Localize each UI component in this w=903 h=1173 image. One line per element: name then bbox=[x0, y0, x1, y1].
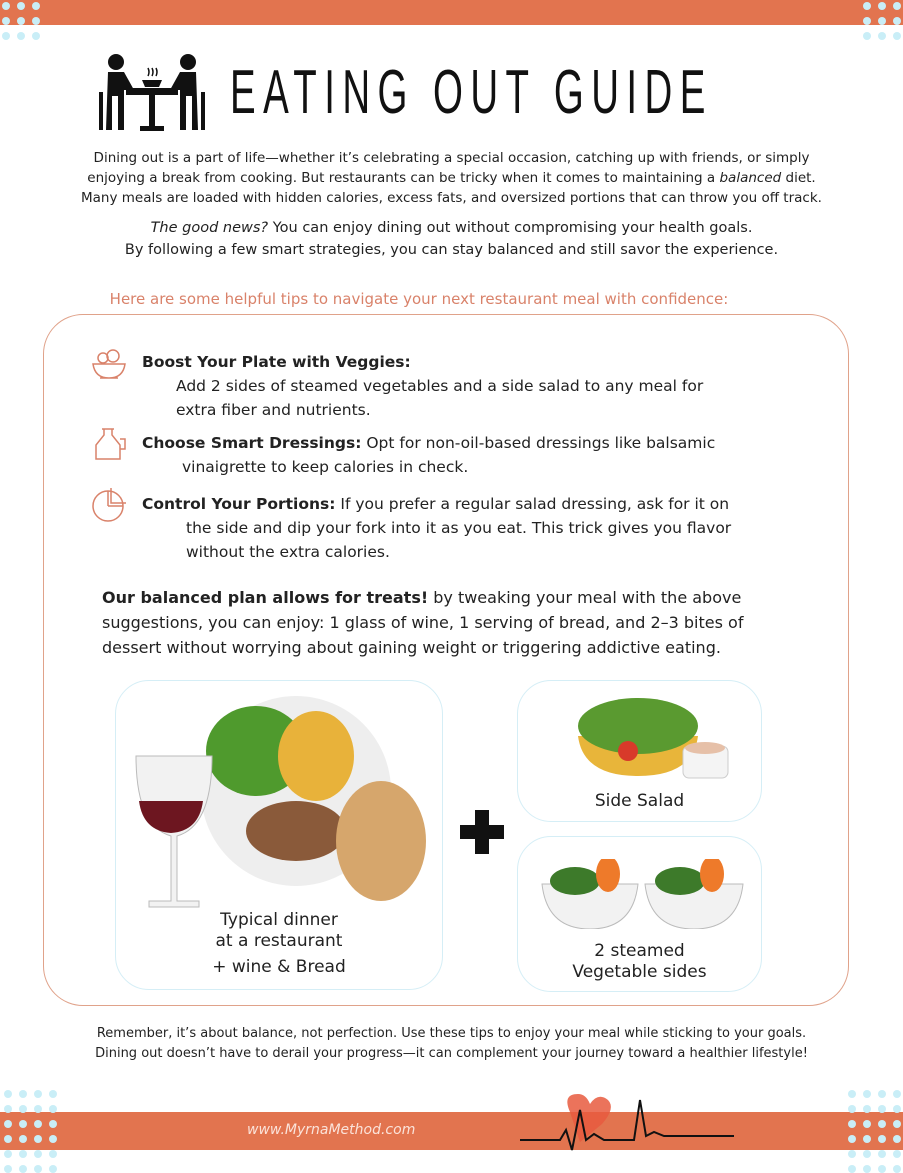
decor-dots bbox=[863, 2, 901, 40]
decor-dots bbox=[2, 2, 40, 40]
intro-line: Many meals are loaded with hidden calories, excess fats, and oversized portions that can throw you off track. bbox=[81, 190, 822, 206]
page-title: EATING OUT GUIDE bbox=[230, 57, 713, 127]
intro-line: enjoying a break from cooking. But restaurants can be tricky when it comes to maintaining a balanced diet. bbox=[87, 170, 816, 186]
myrna-method-logo bbox=[520, 1092, 740, 1154]
intro-paragraph bbox=[40, 148, 863, 208]
side-salad-card bbox=[517, 680, 762, 822]
dressing-jar-icon bbox=[90, 425, 128, 463]
footer-banner bbox=[0, 1112, 903, 1150]
tip-veggies: Boost Your Plate with Veggies: Add 2 sides of steamed vegetables and a side salad to any meal for extra fiber and nutrients. bbox=[142, 353, 704, 419]
vegetable-sides-card bbox=[517, 836, 762, 992]
treats-paragraph: Our balanced plan allows for treats! by tweaking your meal with the above suggestions, you can enjoy: 1 glass of wine, 1 serving of bread, and 2–3 bites of dessert without worrying about gaining weight or triggering addictive eating. bbox=[102, 588, 744, 657]
dinner-plate-image bbox=[126, 691, 436, 921]
intro-line: Dining out is a part of life—whether it’s celebrating a special occasion, catching up with friends, or simply bbox=[93, 150, 810, 166]
tips-heading: Here are some helpful tips to navigate your next restaurant meal with confidence: bbox=[109, 290, 729, 308]
decor-dots bbox=[848, 1090, 901, 1173]
tip-portions: Control Your Portions: If you prefer a regular salad dressing, ask for it on the side and dip your fork into it as you eat. This trick gives you flavor without the extra calories. bbox=[142, 495, 732, 561]
good-news-paragraph: The good news? You can enjoy dining out without compromising your health goals. By following a few smart strategies, you can stay balanced and still savor the experience. bbox=[124, 220, 779, 258]
vegetable-sides-caption: 2 steamed Vegetable sides bbox=[572, 941, 707, 982]
dinner-card bbox=[115, 680, 443, 990]
dinner-caption: Typical dinner at a restaurant + wine & Bread bbox=[212, 910, 346, 977]
tip-dressings: Choose Smart Dressings: Opt for non-oil-based dressings like balsamic vinaigrette to keep calories in check. bbox=[142, 434, 716, 476]
closing-paragraph: Remember, it’s about balance, not perfection. Use these tips to enjoy your meal while sticking to your goals. Dining out doesn’t have to derail your progress—it can complement your journey toward a healthier lifestyle! bbox=[95, 1026, 808, 1061]
pie-chart-icon bbox=[90, 486, 128, 524]
top-banner bbox=[0, 0, 903, 25]
website-link[interactable]: www.MyrnaMethod.com bbox=[247, 1122, 416, 1138]
plus-icon bbox=[460, 810, 504, 854]
dining-people-icon bbox=[96, 52, 208, 132]
side-salad-image bbox=[573, 691, 743, 786]
decor-dots bbox=[4, 1090, 57, 1173]
salad-bowl-icon bbox=[90, 346, 128, 384]
side-salad-caption: Side Salad bbox=[594, 791, 685, 811]
steamed-vegetables-image bbox=[540, 859, 745, 929]
